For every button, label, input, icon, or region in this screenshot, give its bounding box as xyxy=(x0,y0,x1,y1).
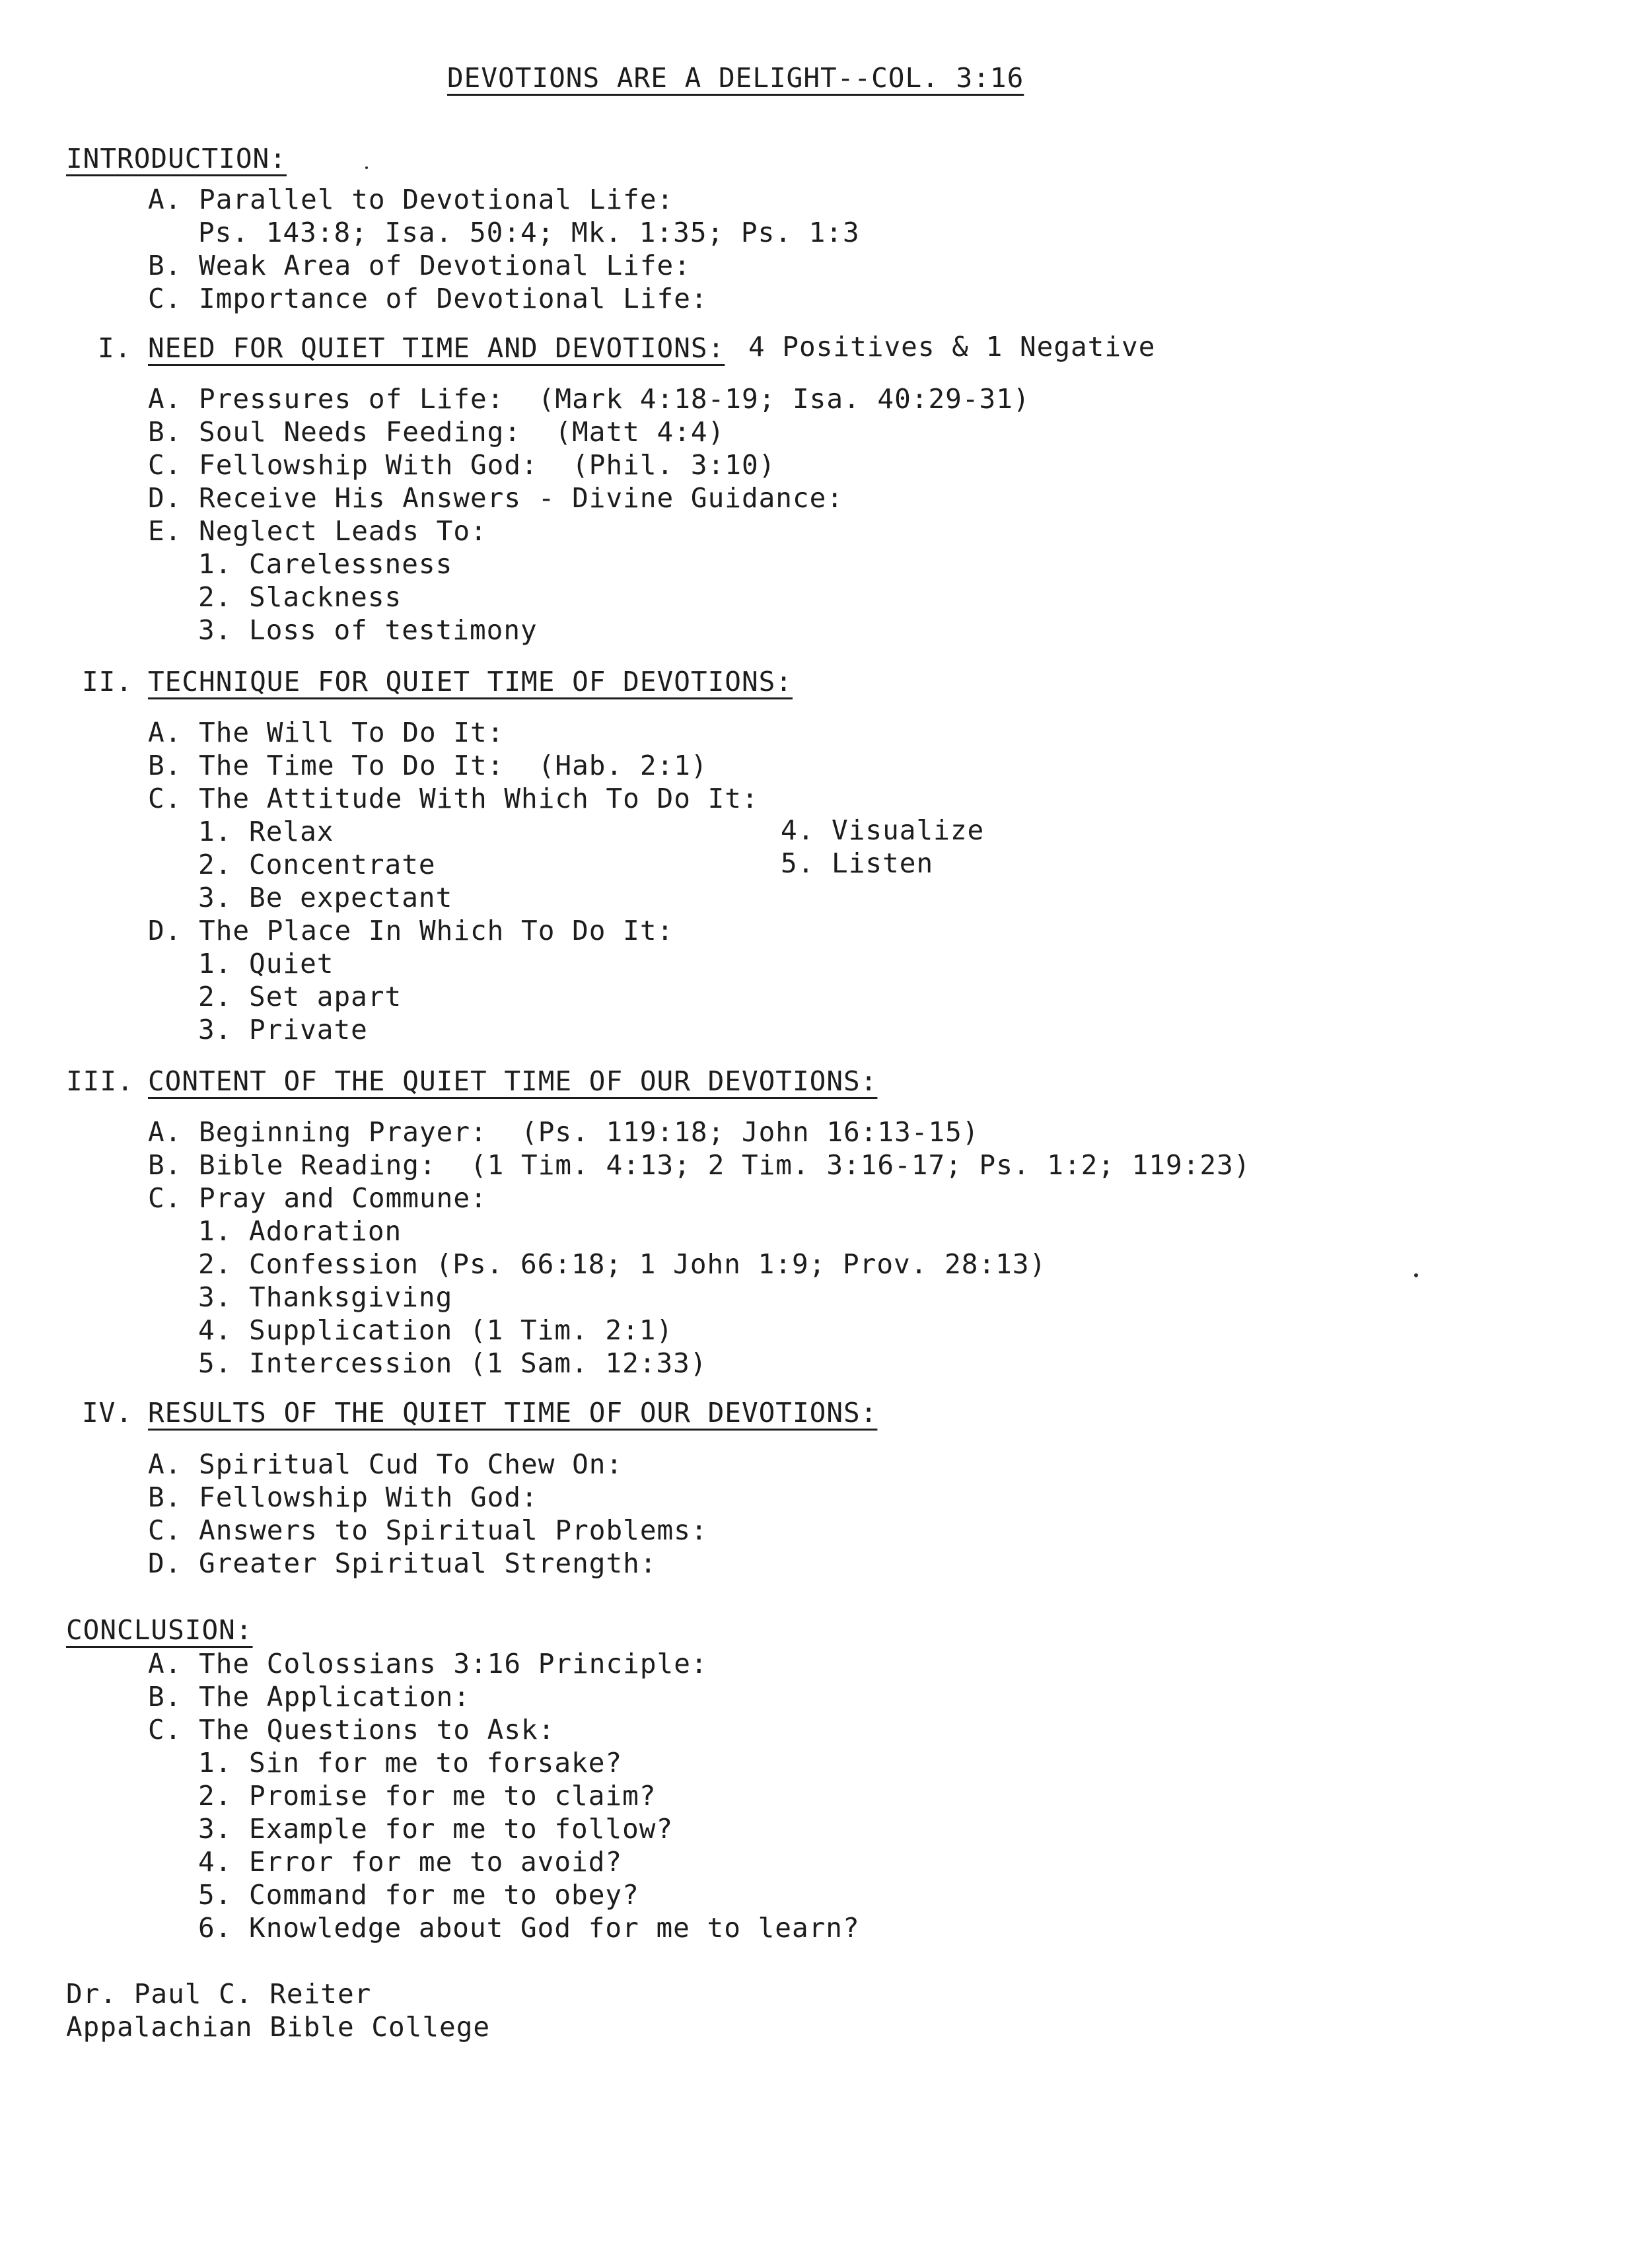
conclusion-question-4: 4. Error for me to avoid? xyxy=(198,1846,623,1878)
section-3-item-b: B. Bible Reading: (1 Tim. 4:13; 2 Tim. 3:16-17; Ps. 1:2; 119:23) xyxy=(148,1149,1251,1181)
scan-speck xyxy=(1414,1273,1418,1277)
section-4-item-a: A. Spiritual Cud To Chew On: xyxy=(148,1448,623,1480)
conclusion-question-3: 3. Example for me to follow? xyxy=(198,1813,674,1845)
section-3-item-a: A. Beginning Prayer: (Ps. 119:18; John 16:13-15) xyxy=(148,1116,979,1148)
section-1-item-b: B. Soul Needs Feeding: (Matt 4:4) xyxy=(148,416,725,448)
conclusion-question-6: 6. Knowledge about God for me to learn? xyxy=(198,1912,860,1944)
section-1-numeral: I. xyxy=(98,332,132,364)
section-3-item-c2: 2. Confession (Ps. 66:18; 1 John 1:9; Prov. 28:13) xyxy=(198,1248,1047,1280)
section-2-item-c5: 5. Listen xyxy=(781,847,934,879)
section-1-item-d: D. Receive His Answers - Divine Guidance: xyxy=(148,482,844,514)
section-1-note: 4 Positives & 1 Negative xyxy=(748,331,1156,363)
section-2-item-c2: 2. Concentrate xyxy=(198,849,436,880)
scan-speck xyxy=(365,166,368,169)
section-1-item-e3: 3. Loss of testimony xyxy=(198,614,538,646)
conclusion-item-c: C. The Questions to Ask: xyxy=(148,1714,555,1746)
intro-item-a-refs: Ps. 143:8; Isa. 50:4; Mk. 1:35; Ps. 1:3 xyxy=(198,217,860,248)
section-4-heading: RESULTS OF THE QUIET TIME OF OUR DEVOTIONS: xyxy=(148,1397,878,1429)
section-2-item-d: D. The Place In Which To Do It: xyxy=(148,915,674,946)
intro-item-b: B. Weak Area of Devotional Life: xyxy=(148,250,691,281)
conclusion-question-5: 5. Command for me to obey? xyxy=(198,1879,639,1911)
section-4-item-b: B. Fellowship With God: xyxy=(148,1481,538,1513)
section-2-item-b: B. The Time To Do It: (Hab. 2:1) xyxy=(148,750,708,781)
section-1-item-e1: 1. Carelessness xyxy=(198,548,453,580)
section-2-item-d1: 1. Quiet xyxy=(198,948,334,979)
conclusion-item-b: B. The Application: xyxy=(148,1681,470,1713)
author-name: Dr. Paul C. Reiter xyxy=(66,1978,372,2010)
section-3-item-c1: 1. Adoration xyxy=(198,1215,402,1247)
intro-item-c: C. Importance of Devotional Life: xyxy=(148,283,708,314)
section-1-item-c: C. Fellowship With God: (Phil. 3:10) xyxy=(148,449,776,481)
section-3-item-c4: 4. Supplication (1 Tim. 2:1) xyxy=(198,1314,674,1346)
section-2-item-c: C. The Attitude With Which To Do It: xyxy=(148,783,759,814)
conclusion-item-a: A. The Colossians 3:16 Principle: xyxy=(148,1648,708,1680)
intro-item-a: A. Parallel to Devotional Life: xyxy=(148,184,674,215)
conclusion-question-2: 2. Promise for me to claim? xyxy=(198,1780,657,1812)
section-4-item-c: C. Answers to Spiritual Problems: xyxy=(148,1514,708,1546)
author-institution: Appalachian Bible College xyxy=(66,2011,491,2043)
section-2-item-c3: 3. Be expectant xyxy=(198,882,453,913)
section-1-item-e: E. Neglect Leads To: xyxy=(148,515,487,547)
section-4-item-d: D. Greater Spiritual Strength: xyxy=(148,1547,657,1579)
introduction-heading: INTRODUCTION: xyxy=(66,143,287,174)
section-3-numeral: III. xyxy=(66,1065,134,1097)
section-4-numeral: IV. xyxy=(82,1397,133,1429)
section-2-item-d3: 3. Private xyxy=(198,1014,368,1045)
page-title: DEVOTIONS ARE A DELIGHT--COL. 3:16 xyxy=(447,62,1024,94)
section-1-item-a: A. Pressures of Life: (Mark 4:18-19; Isa. 40:29-31) xyxy=(148,383,1030,415)
section-1-heading: NEED FOR QUIET TIME AND DEVOTIONS: xyxy=(148,332,725,364)
section-2-item-c1: 1. Relax xyxy=(198,816,334,847)
conclusion-heading: CONCLUSION: xyxy=(66,1614,253,1646)
section-2-item-d2: 2. Set apart xyxy=(198,981,402,1012)
section-2-item-c4: 4. Visualize xyxy=(781,814,985,846)
section-3-heading: CONTENT OF THE QUIET TIME OF OUR DEVOTIONS: xyxy=(148,1065,878,1097)
section-2-heading: TECHNIQUE FOR QUIET TIME OF DEVOTIONS: xyxy=(148,666,793,697)
section-3-item-c5: 5. Intercession (1 Sam. 12:33) xyxy=(198,1347,707,1379)
conclusion-question-1: 1. Sin for me to forsake? xyxy=(198,1747,623,1779)
section-2-numeral: II. xyxy=(82,666,133,697)
section-3-item-c3: 3. Thanksgiving xyxy=(198,1281,453,1313)
section-1-item-e2: 2. Slackness xyxy=(198,581,402,613)
section-3-item-c: C. Pray and Commune: xyxy=(148,1182,487,1214)
section-2-item-a: A. The Will To Do It: xyxy=(148,717,505,748)
